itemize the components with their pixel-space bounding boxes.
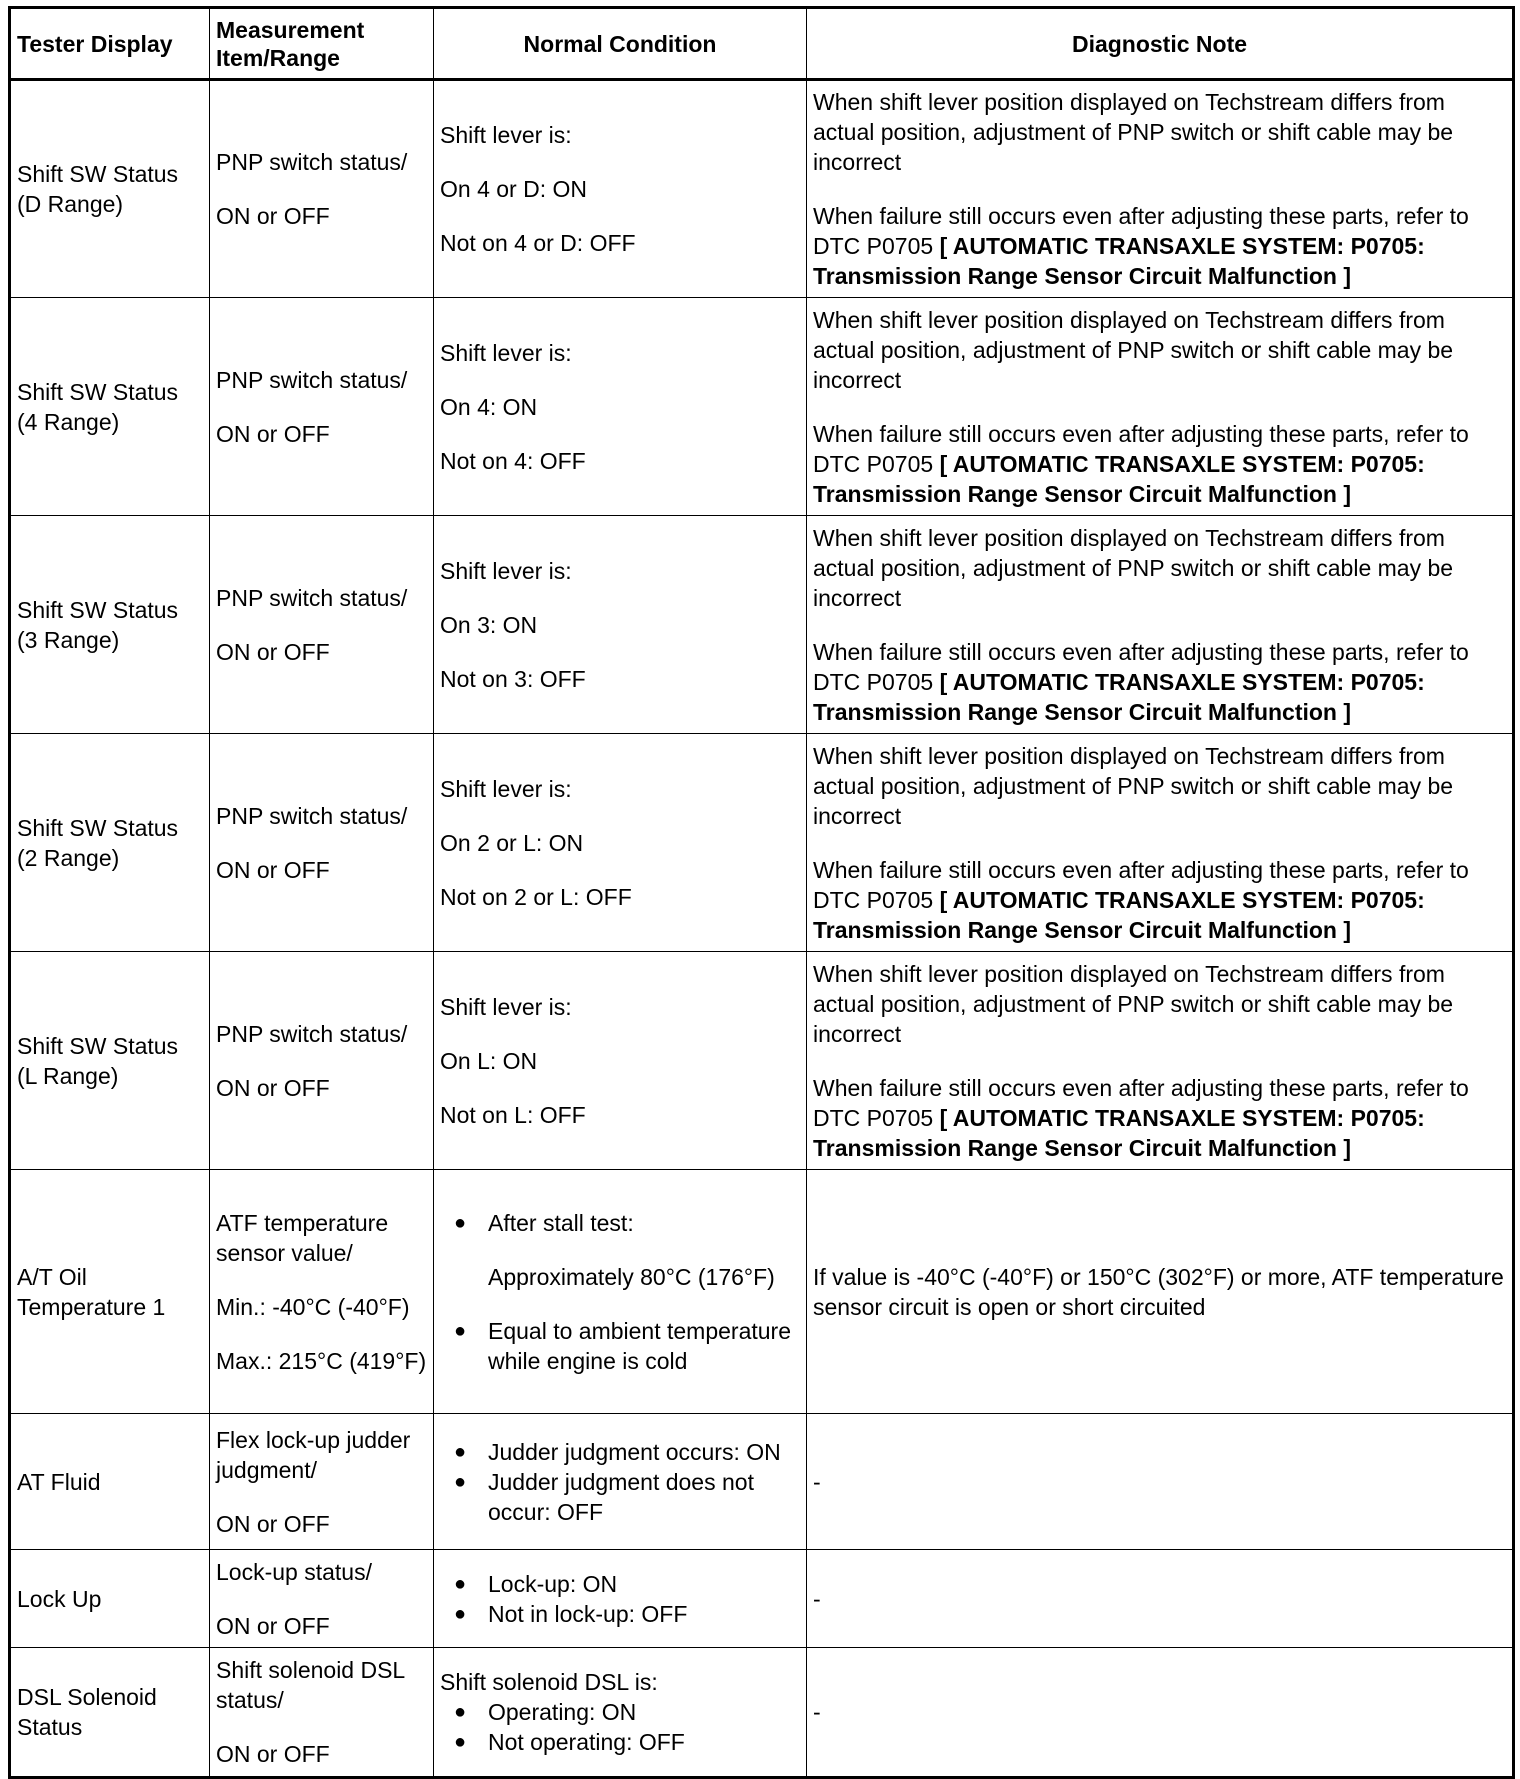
tester-display-cell: Shift SW Status (L Range) [10, 952, 210, 1170]
normal-condition-cell [434, 80, 807, 298]
measurement-range: ON or OFF [216, 420, 330, 447]
table-row [10, 952, 1514, 1170]
normal-line: On 2 or L: ON [440, 829, 584, 856]
measurement-line: PNP switch status/ [216, 584, 408, 611]
normal-bullet-list [440, 1437, 800, 1527]
measurement-cell [210, 1414, 434, 1550]
diagnostic-note-cell: If value is -40°C (-40°F) or 150°C (302°F) or more, ATF temperature sensor circuit is open or short circuited [807, 1170, 1514, 1414]
normal-condition-cell [434, 1648, 807, 1778]
note-paragraph: When shift lever position displayed on Techstream differs from actual position, adjustment of PNP switch or shift cable may be incorrect [813, 524, 1454, 611]
diagnostic-note-cell [807, 80, 1514, 298]
measurement-min: Min.: -40°C (-40°F) [216, 1293, 410, 1320]
note-paragraph: When shift lever position displayed on Techstream differs from actual position, adjustment of PNP switch or shift cable may be incorrect [813, 306, 1454, 393]
bullet-text: Equal to ambient temperature while engine is cold [488, 1317, 792, 1374]
table-row [10, 516, 1514, 734]
header-tester-display: Tester Display [10, 8, 210, 80]
diagnostic-note-cell [807, 952, 1514, 1170]
header-row [10, 8, 1514, 80]
measurement-line: PNP switch status/ [216, 802, 408, 829]
list-item: ● Judder judgment occurs: ON [440, 1437, 800, 1467]
measurement-line: PNP switch status/ [216, 149, 408, 175]
measurement-max: Max.: 215°C (419°F) [216, 1347, 427, 1374]
table-row [10, 1170, 1514, 1414]
data-list-table-sheet [8, 6, 1512, 1779]
normal-bullet-list [440, 1697, 800, 1757]
note-paragraph: When failure still occurs even after adjusting these parts, refer to DTC P0705 [813, 1074, 1469, 1131]
note-paragraph: When failure still occurs even after adjusting these parts, refer to DTC P0705 [813, 420, 1469, 477]
note-paragraph: When shift lever position displayed on Techstream differs from actual position, adjustment of PNP switch or shift cable may be incorrect [813, 960, 1454, 1047]
note-paragraph: When shift lever position displayed on Techstream differs from actual position, adjustment of PNP switch or shift cable may be incorrect [813, 89, 1454, 175]
measurement-cell [210, 516, 434, 734]
measurement-cell [210, 952, 434, 1170]
note-paragraph: When failure still occurs even after adjusting these parts, refer to DTC P0705 [813, 203, 1469, 259]
tester-display-cell: A/T Oil Temperature 1 [10, 1170, 210, 1414]
data-list-table [8, 6, 1515, 1779]
normal-line: On L: ON [440, 1047, 538, 1074]
tester-display-cell: Shift SW Status (D Range) [10, 80, 210, 298]
list-item [440, 1316, 800, 1376]
list-item: ● Lock-up: ON [440, 1569, 800, 1599]
tester-display-cell: Shift SW Status (2 Range) [10, 734, 210, 952]
normal-line: Shift solenoid DSL is: [440, 1669, 658, 1695]
normal-line: Not on 2 or L: OFF [440, 883, 632, 910]
bullet-text: After stall test: [488, 1209, 634, 1236]
dtc-reference-link[interactable]: [ AUTOMATIC TRANSAXLE SYSTEM: P0705: Transmission Range Sensor Circuit Malfunction ] [813, 1104, 1425, 1161]
measurement-line: ATF temperature sensor value/ [216, 1209, 389, 1266]
measurement-line: PNP switch status/ [216, 1020, 408, 1047]
normal-line: Shift lever is: [440, 339, 572, 366]
normal-line: On 4 or D: ON [440, 176, 587, 202]
measurement-line: Flex lock-up judder judgment/ [216, 1426, 411, 1483]
list-item: ● Not operating: OFF [440, 1727, 800, 1757]
list-item: ● Not in lock-up: OFF [440, 1599, 800, 1629]
table-row [10, 1648, 1514, 1778]
tester-display-cell: AT Fluid [10, 1414, 210, 1550]
normal-bullet-list [440, 1569, 800, 1629]
normal-line: Shift lever is: [440, 122, 572, 148]
tester-display-cell: Shift SW Status (4 Range) [10, 298, 210, 516]
measurement-range: ON or OFF [216, 856, 330, 883]
measurement-line: Shift solenoid DSL status/ [216, 1657, 405, 1713]
measurement-cell [210, 80, 434, 298]
measurement-cell [210, 1550, 434, 1648]
normal-line: Not on 3: OFF [440, 665, 586, 692]
measurement-range: ON or OFF [216, 203, 330, 229]
normal-line: Shift lever is: [440, 993, 572, 1020]
normal-condition-cell [434, 516, 807, 734]
measurement-range: ON or OFF [216, 638, 330, 665]
table-row [10, 298, 1514, 516]
measurement-line: PNP switch status/ [216, 366, 408, 393]
diagnostic-note-cell [807, 516, 1514, 734]
list-item [440, 1208, 800, 1292]
dtc-reference-link[interactable]: [ AUTOMATIC TRANSAXLE SYSTEM: P0705: Transmission Range Sensor Circuit Malfunction ] [813, 668, 1425, 725]
bullet-subtext: Approximately 80°C (176°F) [488, 1263, 775, 1290]
table-row [10, 1414, 1514, 1550]
header-normal-condition: Normal Condition [434, 8, 807, 80]
list-item: ● Judder judgment does not occur: OFF [440, 1467, 800, 1527]
normal-line: Shift lever is: [440, 775, 572, 802]
diagnostic-note-cell: - [807, 1550, 1514, 1648]
normal-condition-cell [434, 1170, 807, 1414]
dtc-reference-link[interactable]: [ AUTOMATIC TRANSAXLE SYSTEM: P0705: Transmission Range Sensor Circuit Malfunction ] [813, 450, 1425, 507]
measurement-cell [210, 1648, 434, 1778]
normal-condition-cell [434, 952, 807, 1170]
measurement-cell [210, 734, 434, 952]
table-row [10, 80, 1514, 298]
measurement-line: Lock-up status/ [216, 1558, 372, 1585]
normal-condition-cell [434, 298, 807, 516]
normal-condition-cell [434, 734, 807, 952]
normal-line: On 3: ON [440, 611, 538, 638]
note-paragraph: When failure still occurs even after adjusting these parts, refer to DTC P0705 [813, 638, 1469, 695]
normal-line: Not on 4: OFF [440, 447, 586, 474]
diagnostic-note-cell [807, 298, 1514, 516]
header-diagnostic-note: Diagnostic Note [807, 8, 1514, 80]
measurement-range: ON or OFF [216, 1612, 330, 1639]
diagnostic-note-cell: - [807, 1414, 1514, 1550]
dtc-reference-link[interactable]: [ AUTOMATIC TRANSAXLE SYSTEM: P0705: Transmission Range Sensor Circuit Malfunction ] [813, 233, 1425, 289]
measurement-range: ON or OFF [216, 1741, 330, 1767]
table-row [10, 1550, 1514, 1648]
tester-display-cell: Shift SW Status (3 Range) [10, 516, 210, 734]
diagnostic-note-cell [807, 734, 1514, 952]
diagnostic-note-cell: - [807, 1648, 1514, 1778]
normal-line: Not on 4 or D: OFF [440, 230, 636, 256]
measurement-range: ON or OFF [216, 1074, 330, 1101]
normal-line: On 4: ON [440, 393, 538, 420]
normal-bullet-list [440, 1208, 800, 1376]
normal-condition-cell [434, 1550, 807, 1648]
tester-display-cell: DSL Solenoid Status [10, 1648, 210, 1778]
tester-display-cell: Lock Up [10, 1550, 210, 1648]
normal-line: Shift lever is: [440, 557, 572, 584]
note-paragraph: When shift lever position displayed on Techstream differs from actual position, adjustment of PNP switch or shift cable may be incorrect [813, 742, 1454, 829]
list-item: ● Operating: ON [440, 1697, 800, 1727]
normal-condition-cell [434, 1414, 807, 1550]
dtc-reference-link[interactable]: [ AUTOMATIC TRANSAXLE SYSTEM: P0705: Transmission Range Sensor Circuit Malfunction ] [813, 886, 1425, 943]
note-paragraph: When failure still occurs even after adjusting these parts, refer to DTC P0705 [813, 856, 1469, 913]
measurement-cell [210, 298, 434, 516]
normal-line: Not on L: OFF [440, 1101, 586, 1128]
measurement-cell [210, 1170, 434, 1414]
header-measurement-item: Measurement Item/Range [210, 8, 434, 80]
table-row [10, 734, 1514, 952]
measurement-range: ON or OFF [216, 1510, 330, 1537]
